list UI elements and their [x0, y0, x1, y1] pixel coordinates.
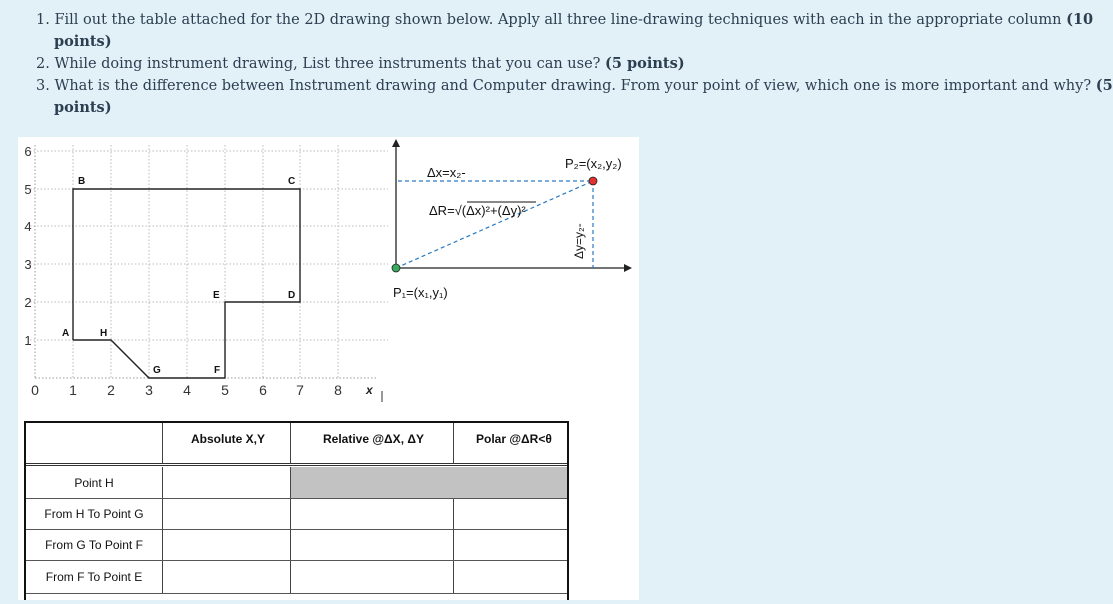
table-header-divider [26, 463, 567, 466]
point-p2-marker [589, 177, 597, 185]
y-tick: 4 [24, 219, 32, 234]
table-cell[interactable] [163, 499, 291, 529]
x-tick: 6 [259, 382, 267, 398]
x-tick: 1 [69, 382, 77, 398]
table-cell[interactable] [291, 530, 454, 560]
table-cell[interactable] [163, 561, 291, 593]
table-header-absolute: Absolute X,Y [163, 423, 291, 463]
label-p1: P₁=(x₁,y₁) [393, 285, 448, 300]
point-label-a: A [62, 328, 70, 339]
table-cell[interactable] [163, 530, 291, 560]
table-cell[interactable] [454, 530, 567, 560]
delta-r-line [396, 181, 593, 268]
shape-outline [73, 189, 300, 378]
x-tick: 8 [334, 382, 342, 398]
table-row-label: From F To Point E [26, 561, 163, 593]
question-1: 1. Fill out the table attached for the 2D drawing shown below. Apply all three line-drawing techniques with each in the appropriate column (10 [36, 11, 1094, 28]
question-3: 3. What is the difference between Instrument drawing and Computer drawing. From your point of view, which one is more important and why? (5 [36, 77, 1113, 94]
y-tick: 6 [24, 144, 32, 159]
question-1-points: (10 [1066, 11, 1094, 28]
y-tick: 1 [24, 333, 32, 348]
y-tick: 2 [24, 295, 32, 310]
question-3-points-cont: points) [54, 99, 112, 116]
table-row-divider [26, 593, 567, 594]
table-cell[interactable] [454, 499, 567, 529]
table-header-relative: Relative @ΔX, ΔY [291, 423, 454, 463]
x-tick: 2 [107, 382, 115, 398]
table-cell[interactable] [291, 499, 454, 529]
label-p2: P₂=(x₂,y₂) [565, 156, 622, 171]
table-row-label: From H To Point G [26, 499, 163, 529]
diagram-y-arrow [392, 139, 400, 147]
question-2-points: (5 points) [605, 55, 685, 72]
point-label-c: C [288, 176, 296, 187]
drawing-table [24, 421, 569, 600]
x-axis-label: x [366, 383, 373, 397]
point-label-f: F [214, 365, 221, 376]
table-row-label: From G To Point F [26, 530, 163, 560]
label-delta-x: Δx=x₂- [427, 165, 466, 180]
table-cell[interactable] [291, 561, 454, 593]
label-delta-r: ΔR=√(Δx)²+(Δy)² [429, 203, 526, 218]
table-header-polar: Polar @ΔR<θ [476, 432, 552, 446]
point-p1-marker [392, 264, 400, 272]
x-tick: 7 [296, 382, 304, 398]
table-cell[interactable] [454, 561, 567, 593]
x-tick: 0 [31, 382, 39, 398]
x-tick: 5 [221, 382, 229, 398]
question-1-points-cont: points) [54, 33, 112, 50]
table-header-blank [26, 423, 163, 463]
diagram-x-arrow [624, 264, 632, 272]
point-label-b: B [78, 176, 86, 187]
x-tick: 4 [183, 382, 191, 398]
table-cell[interactable] [163, 467, 291, 498]
point-label-h: H [100, 328, 108, 339]
table-cell-shaded [291, 467, 567, 498]
label-delta-y: Δy=y₂- [572, 223, 586, 259]
table-row-label: Point H [26, 467, 163, 498]
point-label-d: D [288, 290, 296, 301]
point-label-g: G [153, 365, 161, 376]
y-tick: 3 [24, 257, 32, 272]
point-label-e: E [213, 290, 220, 301]
question-2: 2. While doing instrument drawing, List three instruments that you can use? (5 points) [36, 55, 685, 72]
question-3-points: (5 [1095, 77, 1113, 94]
y-tick: 5 [24, 182, 32, 197]
x-tick: 3 [145, 382, 153, 398]
